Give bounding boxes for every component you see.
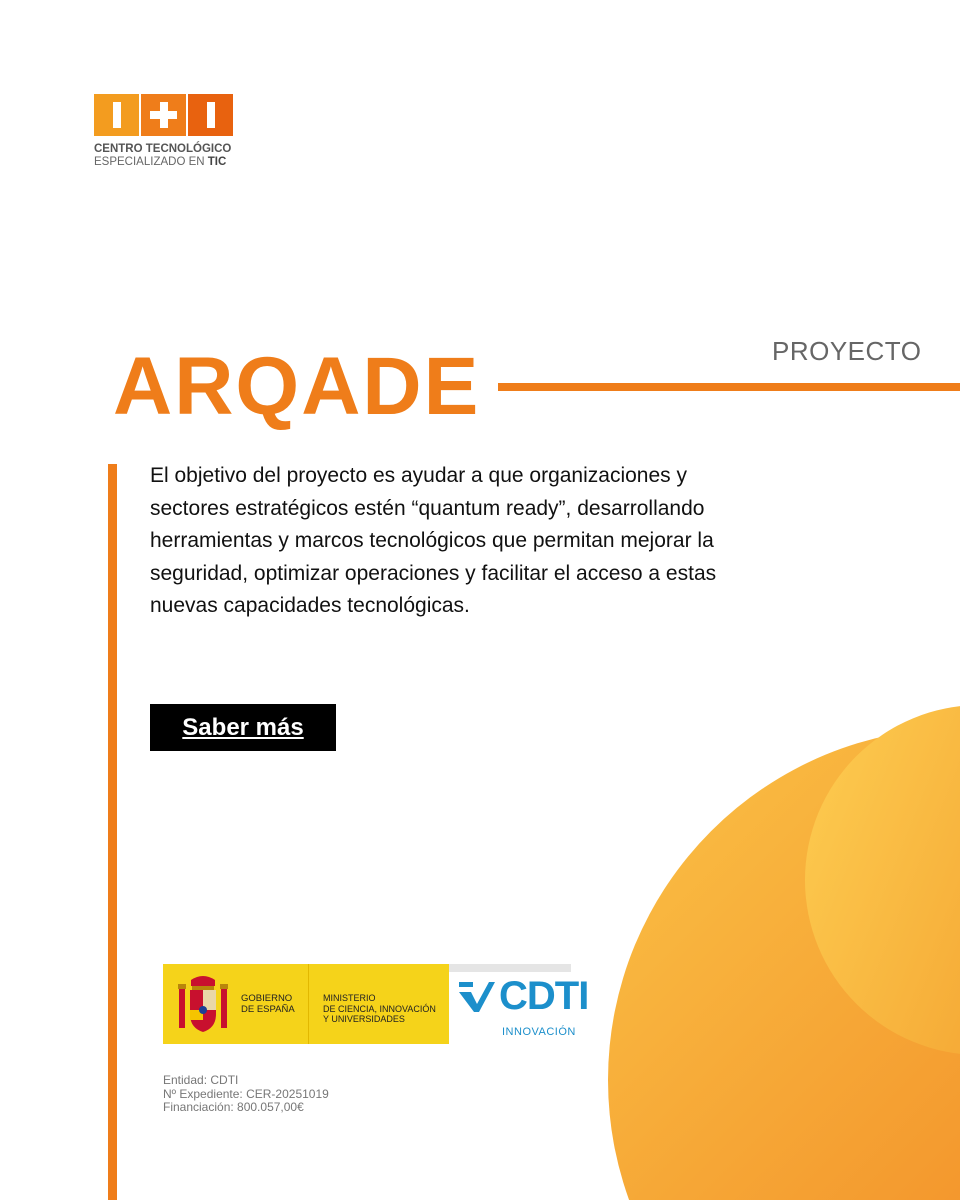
category-label: PROYECTO: [772, 336, 922, 366]
logo-mark: [94, 94, 234, 136]
coat-of-arms-icon: [175, 974, 231, 1036]
cdti-subtitle: INNOVACIÓN: [502, 1026, 576, 1038]
logo-tagline-2-prefix: ESPECIALIZADO EN: [94, 156, 205, 168]
small-circle: [805, 705, 960, 1055]
ministry-text: [323, 993, 436, 1025]
ministry-line-3: Y UNIVERSIDADES: [323, 1014, 405, 1024]
cdti-icon: [457, 978, 497, 1018]
project-description: El objetivo del proyecto es ayudar a que organizaciones y sectores estratégicos estén “quantum ready”, desarrollando herramientas y marcos tecnológicos que permitan mejorar la seguridad, optimizar operaciones y facilitar el acceso a estas nuevas capacidades tecnológicas.: [150, 464, 717, 618]
saber-mas-button[interactable]: Saber más: [150, 704, 336, 751]
project-title: ARQADE: [113, 341, 481, 432]
title-divider-line: [498, 383, 960, 391]
funding-file-number: Nº Expediente: CER-20251019: [163, 1086, 329, 1101]
logo-block-i-right: [188, 94, 233, 136]
logo-tagline-2: [94, 156, 234, 168]
logo-block-i-left: [94, 94, 139, 136]
ministry-line-1: MINISTERIO: [323, 993, 376, 1003]
logo-tagline-2-bold: TIC: [207, 156, 227, 168]
funding-amount: Financiación: 800.057,00€: [163, 1100, 304, 1114]
government-text: [241, 993, 295, 1015]
funding-logos: [163, 964, 589, 1044]
cdti-top-bar: [449, 964, 571, 972]
logo-block-plus: [141, 94, 186, 136]
gov-line-2: DE ESPAÑA: [241, 1004, 295, 1015]
left-accent-bar: [108, 464, 117, 1200]
large-circle: [608, 728, 960, 1200]
ministry-line-2: DE CIENCIA, INNOVACIÓN: [323, 1003, 436, 1014]
cdti-name: CDTI: [499, 974, 589, 1018]
company-logo: [94, 94, 234, 168]
funding-info: [163, 1074, 329, 1115]
funding-entity: Entidad: CDTI: [163, 1073, 239, 1087]
gov-divider: [308, 964, 309, 1044]
gov-line-1: GOBIERNO: [241, 993, 293, 1004]
logo-tagline-1: CENTRO TECNOLÓGICO: [94, 143, 232, 155]
government-logo: [163, 964, 449, 1044]
